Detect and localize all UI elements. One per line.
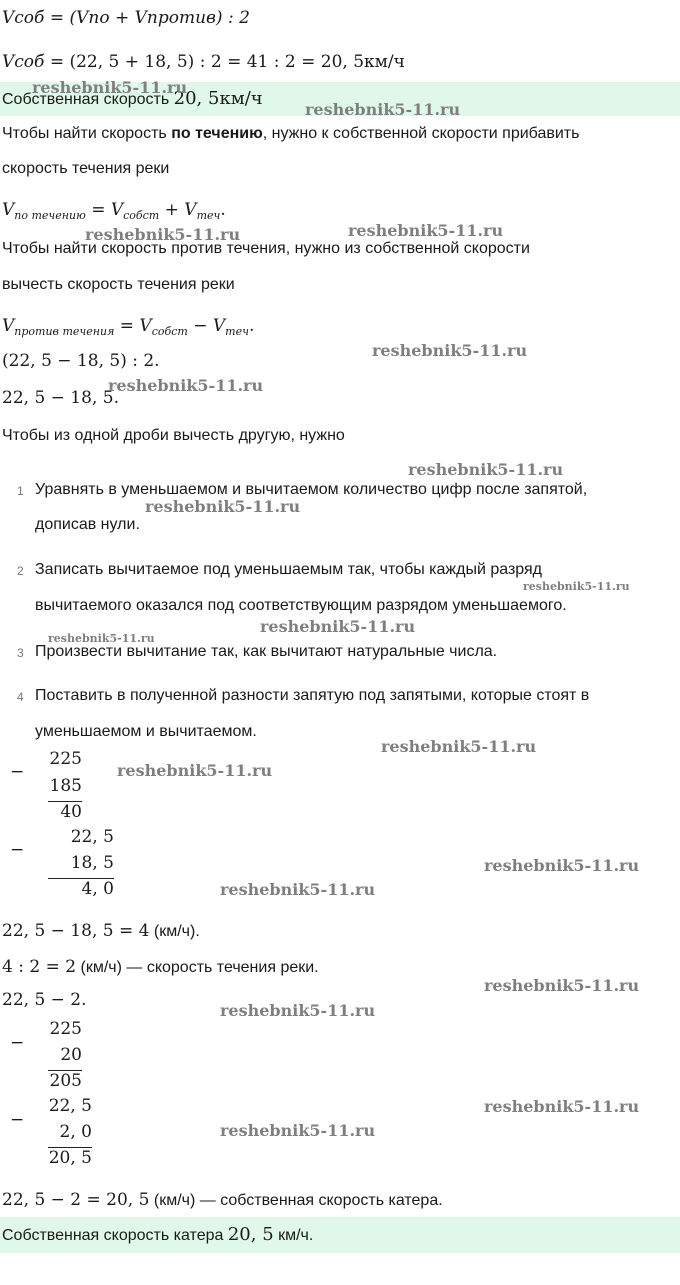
- minus-sign: −: [10, 1110, 25, 1130]
- var: V: [2, 316, 15, 336]
- expression-own-speed: 22, 5 − 2.: [2, 990, 87, 1010]
- watermark: reshebnik5-11.ru: [32, 78, 188, 97]
- op: .: [220, 200, 226, 220]
- subscript: против течения: [14, 325, 115, 338]
- answer-unit: км/ч.: [273, 1227, 314, 1244]
- op: −: [187, 316, 213, 336]
- watermark: reshebnik5-11.ru: [85, 225, 241, 244]
- watermark: reshebnik5-11.ru: [117, 761, 273, 780]
- subtrahend: 18, 5: [70, 853, 114, 873]
- watermark: reshebnik5-11.ru: [145, 497, 301, 516]
- result-downstream-diff: [2, 921, 200, 941]
- expression-current-speed: (22, 5 − 18, 5) : 2.: [2, 351, 160, 371]
- var: V: [139, 316, 152, 336]
- minuend: 22, 5: [48, 1096, 92, 1116]
- final-answer: [2, 1224, 313, 1245]
- result-unit: (км/ч).: [149, 923, 200, 940]
- watermark: reshebnik5-11.ru: [48, 632, 155, 645]
- op: +: [159, 200, 185, 220]
- answer-label: Собственная скорость: [2, 91, 174, 108]
- watermark: reshebnik5-11.ru: [523, 580, 630, 593]
- difference: 4, 0: [81, 879, 114, 899]
- subscript: теч: [196, 209, 221, 222]
- text-part: Чтобы найти скорость: [2, 125, 172, 142]
- formula-lhs: Vсоб: [2, 8, 45, 28]
- paragraph-downstream-rule-line2: скорость течения реки: [2, 160, 170, 177]
- difference: 40: [60, 802, 82, 822]
- difference: 205: [49, 1071, 82, 1091]
- op: =: [114, 316, 140, 336]
- minus-sign: −: [10, 762, 25, 782]
- bold-text: по течению: [171, 125, 263, 142]
- watermark: reshebnik5-11.ru: [408, 460, 564, 479]
- answer-label: Собственная скорость катера: [2, 1227, 228, 1244]
- var: V: [184, 200, 197, 220]
- subscript: теч: [225, 325, 249, 338]
- minuend: 225: [49, 1019, 82, 1039]
- step-1-line2: дописав нули.: [35, 516, 140, 533]
- subtrahend: 2, 0: [59, 1122, 92, 1142]
- paragraph-downstream-rule: [2, 125, 579, 143]
- step-3-line1: Произвести вычитание так, как вычитают натуральные числа.: [35, 643, 498, 660]
- step-number: 4: [17, 690, 24, 704]
- watermark: reshebnik5-11.ru: [484, 1097, 640, 1116]
- subtrahend: 20: [60, 1045, 82, 1065]
- answer-value: 20, 5: [227, 1224, 274, 1245]
- watermark: reshebnik5-11.ru: [260, 617, 416, 636]
- watermark: reshebnik5-11.ru: [381, 737, 537, 756]
- difference: 20, 5: [48, 1148, 92, 1168]
- formula-lhs: Vсоб: [2, 52, 45, 72]
- step-number: 2: [17, 564, 24, 578]
- step-2-line1: Записать вычитаемое под уменьшаемым так, чтобы каждый разряд: [35, 561, 543, 578]
- minuend: 225: [49, 749, 82, 769]
- subtrahend: 185: [49, 776, 82, 796]
- paragraph-decimal-subtraction: Чтобы из одной дроби вычесть другую, нужно: [2, 427, 345, 444]
- result-math: 4 : 2 = 2: [2, 957, 77, 977]
- watermark: reshebnik5-11.ru: [220, 1001, 376, 1020]
- step-4-line2: уменьшаемом и вычитаемом.: [35, 723, 257, 740]
- formula-upstream: [2, 316, 254, 336]
- watermark: reshebnik5-11.ru: [372, 341, 528, 360]
- op: .: [248, 316, 255, 336]
- var: V: [212, 316, 226, 336]
- step-4-line1: Поставить в полученной разности запятую под запятыми, которые стоят в: [35, 687, 590, 704]
- step-2-line2: вычитаемого оказался под соответствующим разрядом уменьшаемого.: [35, 597, 567, 614]
- result-math: 22, 5 − 2 = 20, 5: [2, 1190, 150, 1210]
- watermark: reshebnik5-11.ru: [348, 221, 504, 240]
- formula-rhs: (Vпо + Vпротив) : 2: [69, 8, 250, 28]
- answer-value: 20, 5км/ч: [173, 88, 263, 109]
- watermark: reshebnik5-11.ru: [484, 976, 640, 995]
- formula-downstream: [2, 200, 226, 220]
- var: V: [2, 200, 15, 220]
- formula-vsob-definition: Vсоб = (Vпо + Vпротив) : 2: [2, 8, 250, 28]
- step-number: 1: [17, 484, 24, 498]
- formula-vsob-calculation: Vсоб = (22, 5 + 18, 5) : 2 = 41 : 2 = 20, 5км/ч: [2, 52, 405, 72]
- result-math: 22, 5 − 18, 5 = 4: [2, 921, 150, 941]
- expression-difference: 22, 5 − 18, 5.: [2, 388, 119, 408]
- result-current-speed: [2, 957, 319, 977]
- result-unit: (км/ч) — собственная скорость катера.: [149, 1192, 443, 1209]
- watermark: reshebnik5-11.ru: [305, 100, 461, 119]
- subscript: собст: [123, 209, 160, 222]
- subscript: собст: [151, 325, 188, 338]
- watermark: reshebnik5-11.ru: [220, 1121, 376, 1140]
- subscript: по течению: [14, 209, 86, 222]
- watermark: reshebnik5-11.ru: [220, 880, 376, 899]
- text-part: , нужно к собственной скорости прибавить: [262, 125, 580, 142]
- step-1-line1: Уравнять в уменьшаемом и вычитаемом количество цифр после запятой,: [35, 481, 588, 498]
- minuend: 22, 5: [70, 827, 114, 847]
- result-unit: (км/ч) — скорость течения реки.: [76, 959, 319, 976]
- paragraph-upstream-rule-line2: вычесть скорость течения реки: [2, 276, 235, 293]
- watermark: reshebnik5-11.ru: [484, 856, 640, 875]
- watermark: reshebnik5-11.ru: [108, 376, 264, 395]
- var: V: [110, 200, 124, 220]
- step-number: 3: [17, 646, 24, 660]
- formula-rhs: (22, 5 + 18, 5) : 2 = 41 : 2 = 20, 5км/ч: [69, 52, 405, 72]
- minus-sign: −: [10, 840, 25, 860]
- minus-sign: −: [10, 1033, 25, 1053]
- op: =: [85, 200, 111, 220]
- result-own-speed: [2, 1190, 443, 1210]
- paragraph-upstream-rule: Чтобы найти скорость против течения, нужно из собственной скорости: [2, 240, 530, 257]
